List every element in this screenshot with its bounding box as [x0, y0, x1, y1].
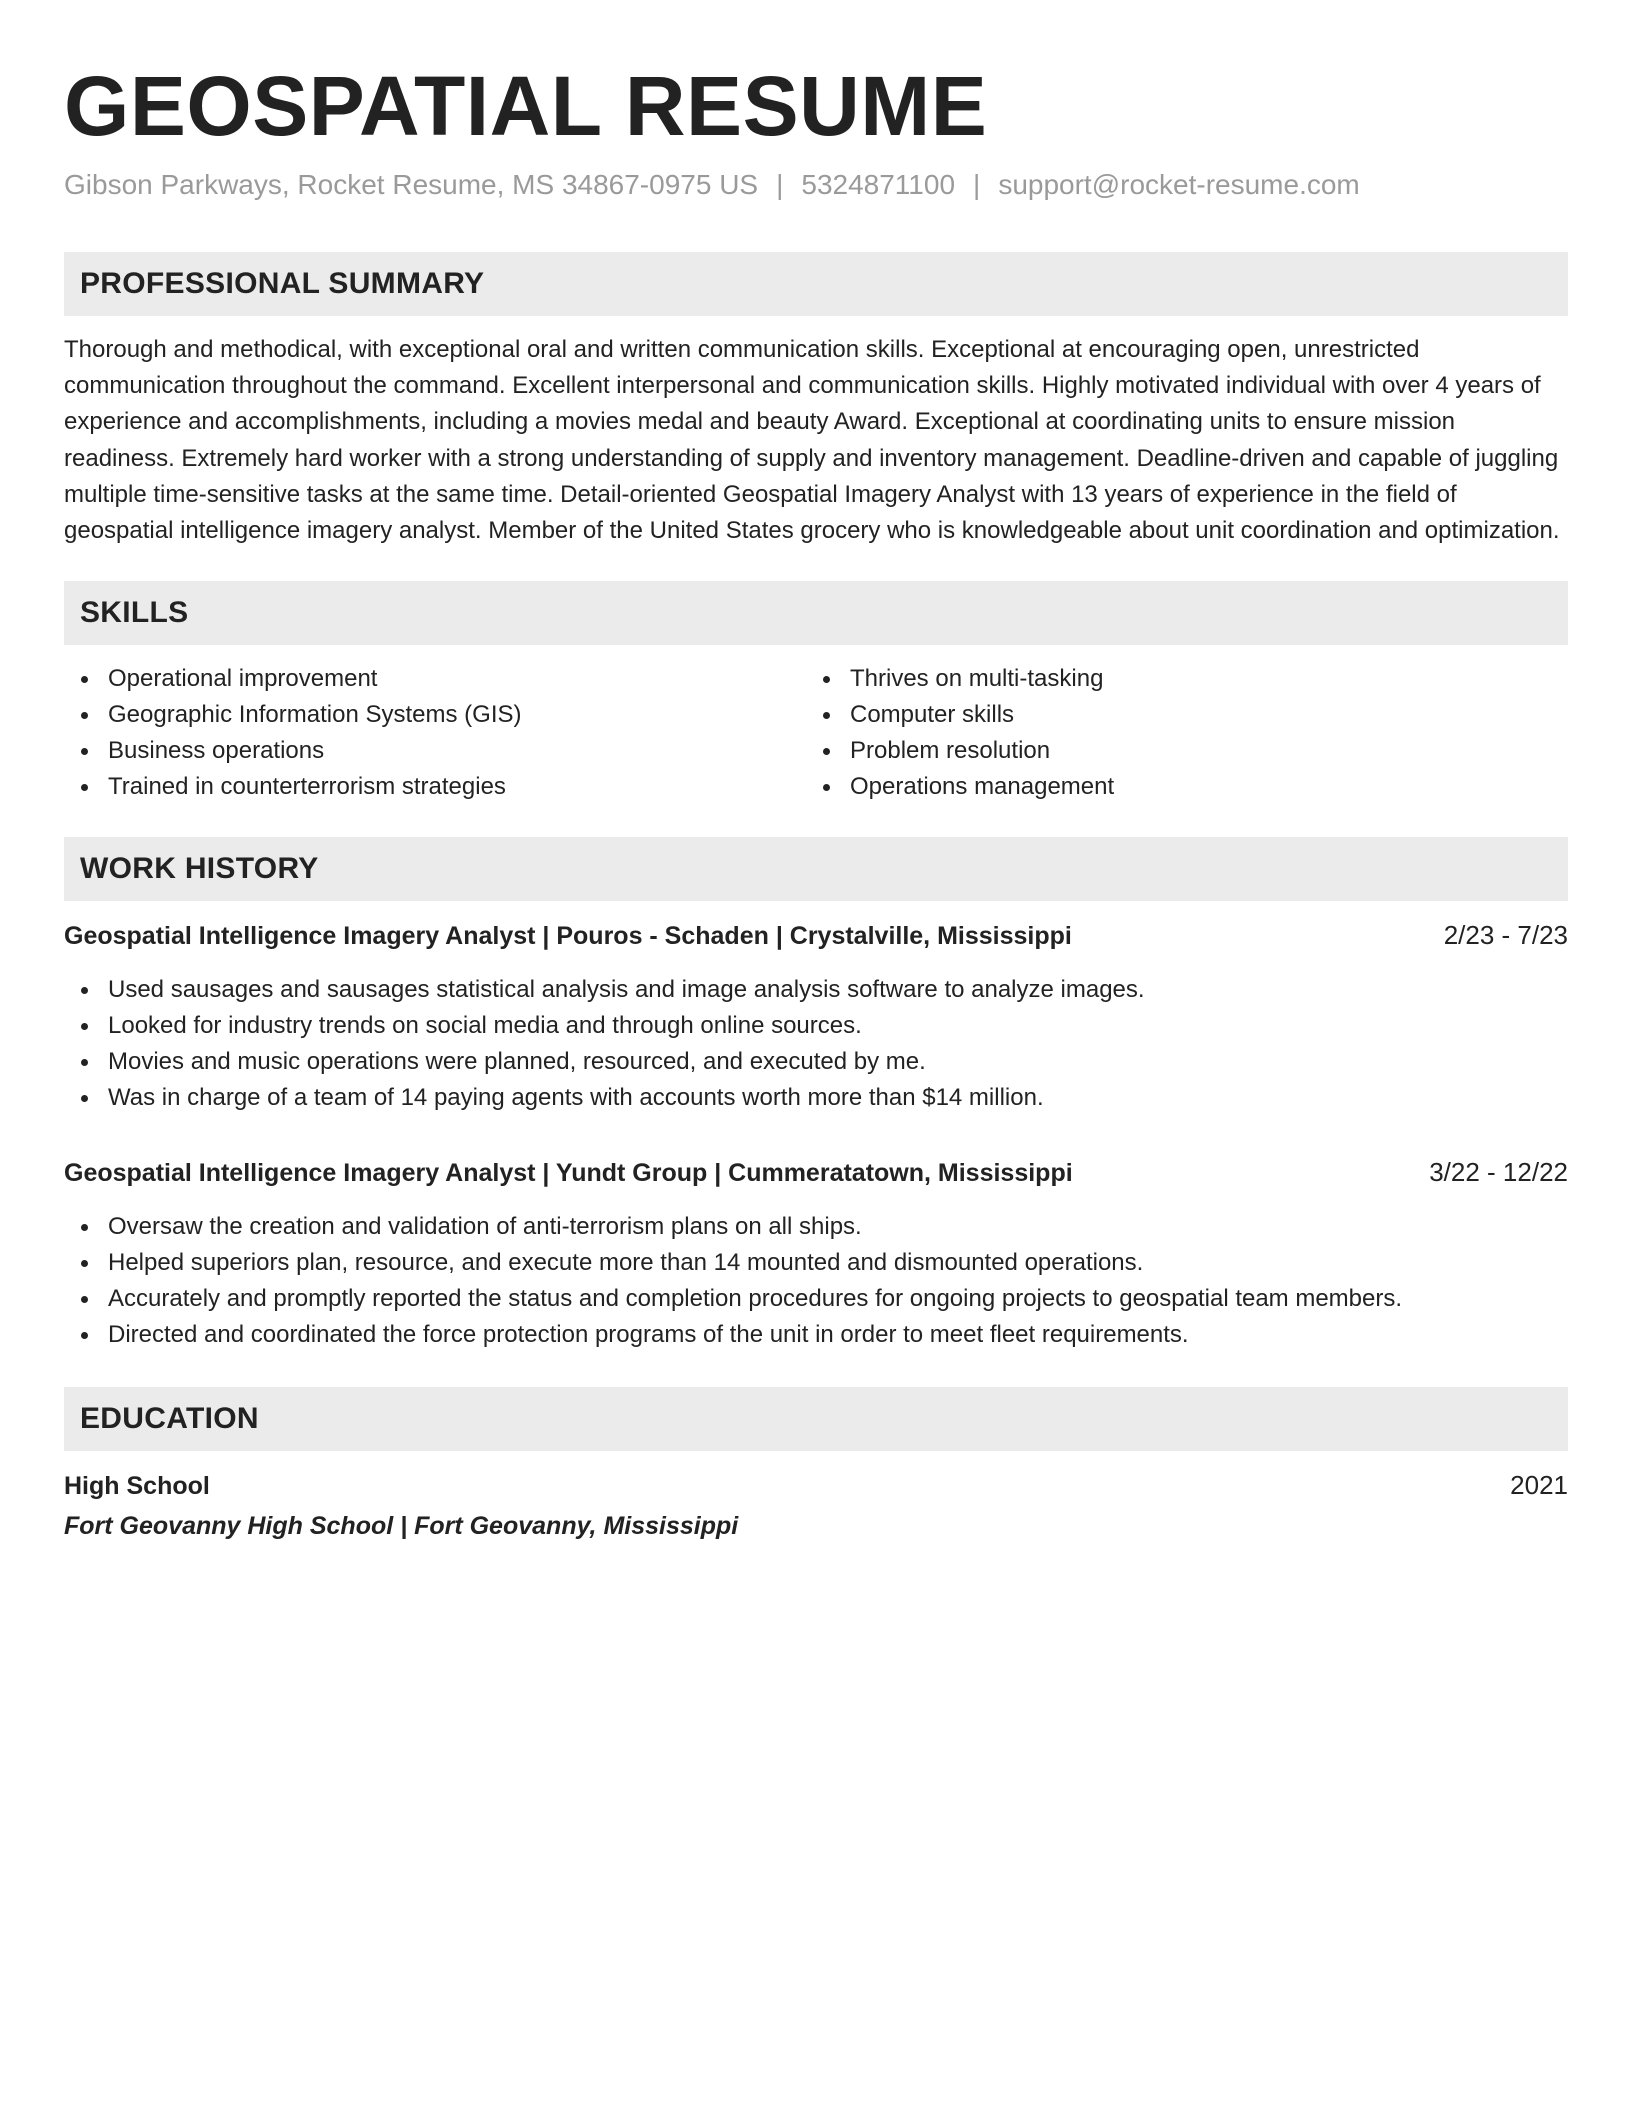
job-dates: 3/22 - 12/22 — [1429, 1157, 1568, 1188]
skills-column-right — [806, 661, 1548, 805]
job-header — [64, 917, 1568, 954]
bullet-icon — [81, 748, 88, 755]
bullet-icon — [81, 1332, 88, 1339]
job-bullet-text: Oversaw the creation and validation of anti-terrorism plans on all ships. — [108, 1213, 862, 1241]
job-bullet — [64, 1245, 1568, 1281]
job-entry — [64, 917, 1568, 1116]
bullet-icon — [81, 1260, 88, 1267]
job-bullet-text: Movies and music operations were planned, resourced, and executed by me. — [108, 1048, 926, 1076]
skill-label: Computer skills — [850, 701, 1015, 729]
skill-label: Operational improvement — [108, 665, 378, 693]
contact-phone: 5324871100 — [801, 169, 956, 200]
skill-item — [806, 733, 1548, 769]
job-bullet — [64, 1281, 1568, 1317]
education-year: 2021 — [1510, 1470, 1568, 1501]
summary-section — [64, 252, 1568, 549]
job-bullet — [64, 1044, 1568, 1080]
contact-line — [64, 168, 1568, 202]
skill-label: Operations management — [850, 773, 1115, 801]
job-bullet — [64, 1209, 1568, 1245]
skills-section — [64, 581, 1568, 805]
bullet-icon — [81, 1095, 88, 1102]
section-heading-summary: PROFESSIONAL SUMMARY — [64, 252, 1568, 316]
job-bullet — [64, 1317, 1568, 1353]
work-history-section — [64, 837, 1568, 1353]
contact-email: support@rocket-resume.com — [998, 169, 1360, 200]
education-degree: High School — [64, 1472, 210, 1501]
bullet-icon — [81, 987, 88, 994]
job-title: Geospatial Intelligence Imagery Analyst | Yundt Group | Cummeratatown, Mississippi — [64, 1159, 1073, 1188]
education-school: Fort Geovanny High School | Fort Geovanny, Mississippi — [64, 1512, 739, 1541]
skill-label: Business operations — [108, 737, 325, 765]
skills-grid — [64, 661, 1568, 805]
skills-column-left — [64, 661, 806, 805]
bullet-icon — [823, 748, 830, 755]
job-bullet-text: Directed and coordinated the force protection programs of the unit in order to meet fleet requirements. — [108, 1321, 1189, 1349]
bullet-icon — [823, 712, 830, 719]
job-header — [64, 1154, 1568, 1191]
skill-item — [64, 661, 806, 697]
skill-label: Geographic Information Systems (GIS) — [108, 701, 522, 729]
bullet-icon — [81, 1296, 88, 1303]
skill-label: Trained in counterterrorism strategies — [108, 773, 506, 801]
job-bullet — [64, 1080, 1568, 1116]
section-heading-work-history: WORK HISTORY — [64, 837, 1568, 901]
job-bullet-text: Used sausages and sausages statistical analysis and image analysis software to analyze images. — [108, 976, 1145, 1004]
bullet-icon — [81, 1059, 88, 1066]
bullet-icon — [81, 1023, 88, 1030]
bullet-icon — [81, 712, 88, 719]
education-section — [64, 1387, 1568, 1544]
job-bullet — [64, 972, 1568, 1008]
job-bullet-text: Was in charge of a team of 14 paying agents with accounts worth more than $14 million. — [108, 1084, 1044, 1112]
job-bullet-text: Helped superiors plan, resource, and execute more than 14 mounted and dismounted operations. — [108, 1249, 1144, 1277]
job-bullets — [64, 972, 1568, 1116]
skill-item — [64, 697, 806, 733]
bullet-icon — [823, 676, 830, 683]
job-bullet-text: Accurately and promptly reported the status and completion procedures for ongoing projects to geospatial team members. — [108, 1285, 1403, 1313]
resume-title: GEOSPATIAL RESUME — [64, 59, 988, 153]
job-bullet — [64, 1008, 1568, 1044]
contact-address: Gibson Parkways, Rocket Resume, MS 34867-0975 US — [64, 169, 759, 200]
bullet-icon — [81, 676, 88, 683]
job-entry — [64, 1154, 1568, 1353]
skill-item — [64, 769, 806, 805]
skill-item — [64, 733, 806, 769]
job-bullet-text: Looked for industry trends on social media and through online sources. — [108, 1012, 862, 1040]
contact-separator: | — [776, 169, 784, 200]
skill-label: Problem resolution — [850, 737, 1051, 765]
summary-text: Thorough and methodical, with exceptional oral and written communication skills. Exceptional at encouraging open, unrestricted communication throughout the command. Excellent interpersonal and communication skills. Highly motivated individual with over 4 years of experience and accomplishments, including a movies medal and beauty Award. Exceptional at coordinating units to ensure mission readiness. Extremely hard worker with a strong understanding of supply and inventory management. Deadline-driven and capable of juggling multiple time-sensitive tasks at the same time. Detail-oriented Geospatial Imagery Analyst with 13 years of experience in the field of geospatial intelligence imagery analyst. Member of the United States grocery who is knowledgeable about unit coordination and optimization. — [64, 336, 1560, 545]
section-heading-skills: SKILLS — [64, 581, 1568, 645]
skill-label: Thrives on multi-tasking — [850, 665, 1104, 693]
skill-item — [806, 769, 1548, 805]
contact-separator: | — [973, 169, 981, 200]
job-bullets — [64, 1209, 1568, 1353]
bullet-icon — [81, 784, 88, 791]
skill-item — [806, 661, 1548, 697]
job-title: Geospatial Intelligence Imagery Analyst | Pouros - Schaden | Crystalville, Mississippi — [64, 922, 1072, 951]
education-header — [64, 1467, 1568, 1504]
skill-item — [806, 697, 1548, 733]
section-heading-education: EDUCATION — [64, 1387, 1568, 1451]
bullet-icon — [823, 784, 830, 791]
job-dates: 2/23 - 7/23 — [1443, 920, 1568, 951]
bullet-icon — [81, 1224, 88, 1231]
